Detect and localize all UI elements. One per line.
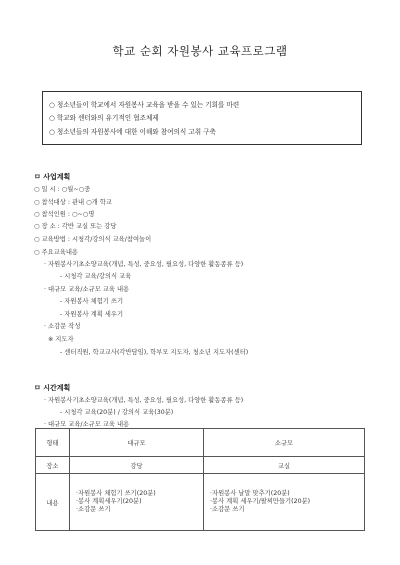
plan-line: · 소감문 작성 [44, 323, 81, 330]
table-cell: 강당 [70, 457, 204, 474]
document-title: 학교 순회 자원봉사 교육프로그램 [112, 44, 288, 58]
list-item: ·소감문 쓰기 [76, 506, 111, 513]
plan-line: - 자원봉사 계획 세우기 [60, 311, 124, 318]
plan-line: ○ 주요교육내용 [34, 249, 78, 256]
goal-item: ○ 청소년들이 학교에서 자원봉사 교육을 받을 수 있는 기회를 마련 [49, 101, 240, 109]
goals-box [42, 91, 362, 145]
plan-line: ○ 참석대상 : 관내 ○개 학교 [34, 199, 112, 206]
time-plan-line: · 자원봉사기초소양교육(개념, 특성, 중요성, 필요성, 다양한 활동종류 등) [44, 397, 244, 404]
table-cell: 내용 [36, 474, 70, 531]
table-header-cell: 대규모 [70, 429, 204, 457]
plan-line: ○ 교육방법 : 시청각/강의식 교육/참여놀이 [34, 236, 152, 243]
plan-heading: ㅁ 사업계획 [34, 173, 71, 181]
list-item: ·자원봉사 체험기 쓰기(20분) [76, 490, 156, 497]
schedule-table [35, 428, 365, 531]
table-cell [70, 474, 204, 531]
plan-line: - 시청각 교육/강의식 교육 [60, 273, 132, 280]
table-row [36, 457, 365, 474]
list-item: ·봉사 계획세우기(20분) [76, 498, 142, 505]
plan-line: ○ 일 시 : ○월~○중 [34, 186, 91, 193]
plan-line: ※ 지도자 [48, 336, 74, 343]
plan-line: ○ 장 소 : 각반 교실 또는 강당 [34, 223, 117, 230]
table-header-cell: 형태 [36, 429, 70, 457]
goal-item: ○ 학교와 센터와의 유기적인 협조체제 [49, 114, 159, 123]
table-cell [204, 474, 365, 531]
list-item: ·자원봉사 날말 맞추기(20분) [210, 490, 290, 497]
plan-line: - 자원봉사 체험기 쓰기 [60, 298, 124, 305]
table-header-cell: 소규모 [204, 429, 365, 457]
plan-line: - 센터직원, 학교교사(각반담임), 학부모 지도자, 청소년 지도자(센터) [60, 349, 249, 356]
plan-line: ○ 참석인원 : ○~○명 [34, 211, 95, 218]
time-plan-line: · 대규모 교육/소규모 교육 내용 [44, 421, 130, 428]
plan-line: · 자원봉사기초소양교육(개념, 특성, 중요성, 필요성, 다양한 활동종류 등) [44, 261, 244, 268]
table-cell: 장소 [36, 457, 70, 474]
list-item: ·봉사 계획 세우기/팔찌만들기(20분) [210, 498, 311, 505]
time-plan-heading: ㅁ 시간계획 [34, 384, 71, 392]
table-row [36, 474, 365, 531]
table-row [36, 429, 365, 457]
goal-item: ○ 청소년들의 자원봉사에 대한 이해와 참여의식 고취 구축 [49, 127, 216, 136]
list-item: ·소감문 쓰기 [210, 506, 245, 513]
table-cell: 교실 [204, 457, 365, 474]
plan-line: · 대규모 교육/소규모 교육 내용 [44, 286, 130, 293]
time-plan-line: - 시청각 교육(20분) / 강의식 교육(30분) [60, 409, 174, 416]
